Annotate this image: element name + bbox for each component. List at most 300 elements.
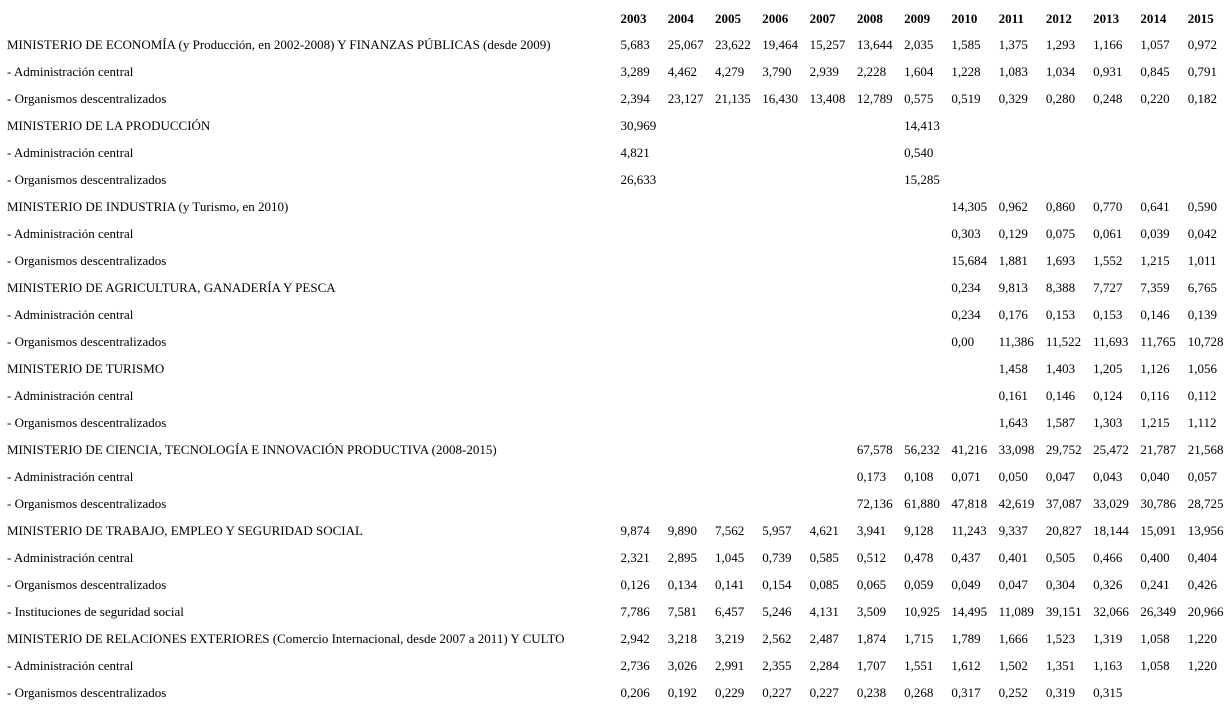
value-cell: 15,257 [809, 36, 846, 52]
value-cell [901, 193, 948, 220]
value-cell [807, 328, 854, 355]
value-cell [712, 463, 759, 490]
value-cell: 32,066 [1093, 603, 1129, 619]
value-cell: 2,895 [667, 549, 698, 565]
value-cell: 0,146 [1140, 306, 1170, 322]
value-cell: 0,154 [762, 576, 792, 592]
value-cell: 13,644 [856, 36, 893, 52]
table-row [4, 328, 1226, 355]
value-cell: 0,161 [998, 387, 1028, 403]
value-cell [759, 355, 806, 382]
year-header: 2004 [667, 10, 694, 26]
value-cell [618, 274, 665, 301]
value-cell: 0,039 [1140, 225, 1170, 241]
value-cell [1137, 139, 1184, 166]
table-row [4, 463, 1226, 490]
value-cell [759, 463, 806, 490]
value-cell: 11,693 [1093, 333, 1129, 349]
value-cell: 30,786 [1140, 495, 1177, 511]
value-cell: 1,228 [951, 63, 981, 79]
row-label: MINISTERIO DE RELACIONES EXTERIORES (Comercio Internacional, desde 2007 a 2011) Y CULTO [7, 630, 565, 646]
value-cell [618, 355, 665, 382]
value-cell: 3,941 [856, 522, 887, 538]
value-cell: 0,304 [1045, 576, 1076, 592]
value-cell: 30,969 [620, 117, 657, 133]
value-cell: 1,351 [1045, 657, 1076, 673]
value-cell: 0,206 [620, 684, 650, 700]
value-cell [854, 328, 901, 355]
row-label: MINISTERIO DE ECONOMÍA (y Producción, en 2002-2008) Y FINANZAS PÚBLICAS (desde 2009) [7, 36, 551, 52]
value-cell: 14,413 [904, 117, 940, 133]
value-cell: 0,061 [1093, 225, 1123, 241]
value-cell: 67,578 [856, 441, 893, 457]
value-cell [854, 355, 901, 382]
row-label: - Organismos descentralizados [7, 333, 167, 349]
value-cell [901, 274, 948, 301]
year-header: 2015 [1187, 10, 1214, 26]
value-cell: 0,575 [904, 90, 934, 106]
value-cell: 0,791 [1187, 63, 1217, 79]
value-cell: 1,034 [1045, 63, 1076, 79]
value-cell: 10,925 [904, 603, 940, 619]
value-cell: 0,182 [1187, 90, 1217, 106]
value-cell: 0,962 [998, 198, 1028, 214]
table-row [4, 247, 1226, 274]
table-row [4, 166, 1226, 193]
value-cell: 7,562 [715, 522, 745, 538]
value-cell: 0,512 [856, 549, 887, 565]
value-cell [712, 355, 759, 382]
year-header: 2012 [1045, 10, 1072, 26]
value-cell: 0,00 [951, 333, 975, 349]
value-cell [665, 490, 712, 517]
value-cell: 1,058 [1140, 657, 1170, 673]
value-cell [807, 139, 854, 166]
value-cell [618, 490, 665, 517]
value-cell [901, 247, 948, 274]
value-cell: 0,505 [1045, 549, 1076, 565]
value-cell: 33,098 [998, 441, 1035, 457]
value-cell: 1,220 [1187, 630, 1217, 646]
value-cell: 11,089 [998, 603, 1034, 619]
value-cell [996, 112, 1043, 139]
value-cell: 21,568 [1187, 441, 1224, 457]
row-label: - Organismos descentralizados [7, 576, 167, 592]
value-cell [1043, 112, 1090, 139]
value-cell: 3,219 [715, 630, 745, 646]
value-cell [1137, 112, 1184, 139]
value-cell [712, 112, 759, 139]
value-cell [807, 166, 854, 193]
value-cell: 0,227 [809, 684, 839, 700]
value-cell: 0,972 [1187, 36, 1217, 52]
value-cell: 28,725 [1187, 495, 1224, 511]
value-cell: 0,173 [856, 468, 887, 484]
value-cell [712, 193, 759, 220]
value-cell [665, 409, 712, 436]
table-row [4, 274, 1226, 301]
value-cell: 4,821 [620, 144, 650, 160]
value-cell: 25,067 [667, 36, 704, 52]
value-cell: 9,874 [620, 522, 650, 538]
row-label: - Organismos descentralizados [7, 495, 167, 511]
value-cell: 1,375 [998, 36, 1028, 52]
value-cell [854, 166, 901, 193]
value-cell: 0,126 [620, 576, 650, 592]
value-cell [665, 193, 712, 220]
value-cell: 1,045 [715, 549, 745, 565]
value-cell: 4,279 [715, 63, 745, 79]
value-cell: 0,116 [1140, 387, 1170, 403]
value-cell: 0,071 [951, 468, 981, 484]
value-cell: 16,430 [762, 90, 799, 106]
value-cell [901, 409, 948, 436]
value-cell: 1,551 [904, 657, 934, 673]
value-cell [1043, 139, 1090, 166]
value-cell: 1,056 [1187, 360, 1217, 376]
value-cell: 39,151 [1045, 603, 1082, 619]
value-cell: 1,523 [1045, 630, 1076, 646]
row-label: - Organismos descentralizados [7, 252, 167, 268]
value-cell [712, 382, 759, 409]
value-cell: 19,464 [762, 36, 799, 52]
value-cell [1137, 166, 1184, 193]
value-cell: 23,127 [667, 90, 704, 106]
value-cell: 3,509 [856, 603, 887, 619]
value-cell: 0,057 [1187, 468, 1217, 484]
value-cell: 0,303 [951, 225, 981, 241]
value-cell: 0,108 [904, 468, 934, 484]
value-cell: 0,437 [951, 549, 981, 565]
year-header: 2006 [762, 10, 789, 26]
value-cell [665, 220, 712, 247]
value-cell: 0,059 [904, 576, 934, 592]
value-cell [807, 193, 854, 220]
row-label: - Organismos descentralizados [7, 684, 167, 700]
value-cell [618, 463, 665, 490]
value-cell: 1,083 [998, 63, 1028, 79]
table-body [4, 31, 1226, 706]
value-cell [665, 463, 712, 490]
value-cell [665, 382, 712, 409]
value-cell: 0,248 [1093, 90, 1123, 106]
value-cell: 15,091 [1140, 522, 1177, 538]
value-cell [1185, 679, 1226, 706]
value-cell [901, 301, 948, 328]
value-cell: 11,386 [998, 333, 1034, 349]
value-cell: 0,466 [1093, 549, 1123, 565]
value-cell: 1,707 [856, 657, 887, 673]
value-cell [901, 382, 948, 409]
value-cell: 2,736 [620, 657, 650, 673]
row-label: - Administración central [7, 549, 134, 565]
value-cell [665, 328, 712, 355]
value-cell: 25,472 [1093, 441, 1129, 457]
year-header: 2007 [809, 10, 836, 26]
value-cell [618, 328, 665, 355]
year-header: 2014 [1140, 10, 1167, 26]
value-cell: 0,146 [1045, 387, 1076, 403]
row-label: - Administración central [7, 468, 134, 484]
value-cell [1185, 139, 1226, 166]
value-cell: 42,619 [998, 495, 1035, 511]
value-cell [996, 139, 1043, 166]
value-cell: 1,458 [998, 360, 1028, 376]
table-row [4, 301, 1226, 328]
value-cell [807, 490, 854, 517]
value-cell: 1,643 [998, 414, 1028, 430]
table-row [4, 517, 1226, 544]
value-cell: 0,739 [762, 549, 792, 565]
table-row [4, 220, 1226, 247]
value-cell: 1,011 [1187, 252, 1217, 268]
value-cell [854, 139, 901, 166]
value-cell: 5,683 [620, 36, 650, 52]
value-cell [901, 355, 948, 382]
value-cell: 1,403 [1045, 360, 1076, 376]
ministry-data-table [4, 6, 1226, 706]
table-row [4, 409, 1226, 436]
value-cell [712, 220, 759, 247]
value-cell: 0,124 [1093, 387, 1123, 403]
value-cell: 13,408 [809, 90, 846, 106]
value-cell [948, 139, 995, 166]
value-cell: 15,684 [951, 252, 988, 268]
value-cell [996, 166, 1043, 193]
value-cell [807, 301, 854, 328]
value-cell: 1,058 [1140, 630, 1170, 646]
value-cell [1185, 166, 1226, 193]
value-cell: 26,633 [620, 171, 657, 187]
value-cell [1090, 139, 1137, 166]
value-cell: 0,860 [1045, 198, 1076, 214]
value-cell: 1,552 [1093, 252, 1123, 268]
value-cell [712, 247, 759, 274]
table-row [4, 544, 1226, 571]
value-cell: 6,765 [1187, 279, 1217, 295]
value-cell: 3,026 [667, 657, 698, 673]
value-cell: 2,228 [856, 63, 887, 79]
table-row [4, 436, 1226, 463]
value-cell [712, 274, 759, 301]
value-cell: 0,047 [1045, 468, 1076, 484]
value-cell: 1,604 [904, 63, 934, 79]
value-cell: 14,305 [951, 198, 988, 214]
value-cell [618, 301, 665, 328]
row-label: - Administración central [7, 144, 134, 160]
value-cell: 7,581 [667, 603, 698, 619]
value-cell [901, 220, 948, 247]
value-cell: 3,790 [762, 63, 792, 79]
value-cell: 2,284 [809, 657, 839, 673]
value-cell [665, 301, 712, 328]
value-cell [759, 166, 806, 193]
value-cell [712, 328, 759, 355]
value-cell: 0,540 [904, 144, 934, 160]
value-cell: 7,727 [1093, 279, 1123, 295]
value-cell [665, 436, 712, 463]
value-cell: 1,715 [904, 630, 934, 646]
value-cell [1137, 679, 1184, 706]
value-cell [712, 139, 759, 166]
value-cell [854, 301, 901, 328]
value-cell: 56,232 [904, 441, 940, 457]
row-label: MINISTERIO DE CIENCIA, TECNOLOGÍA E INNOVACIÓN PRODUCTIVA (2008-2015) [7, 441, 497, 457]
value-cell: 7,786 [620, 603, 650, 619]
value-cell: 0,153 [1045, 306, 1076, 322]
value-cell [665, 355, 712, 382]
value-cell: 37,087 [1045, 495, 1082, 511]
row-label: - Administración central [7, 306, 134, 322]
value-cell [948, 166, 995, 193]
row-label: - Administración central [7, 657, 134, 673]
value-cell: 21,135 [715, 90, 751, 106]
value-cell: 1,881 [998, 252, 1028, 268]
year-header: 2005 [715, 10, 742, 26]
value-cell: 0,075 [1045, 225, 1076, 241]
value-cell [854, 274, 901, 301]
value-cell: 0,252 [998, 684, 1028, 700]
value-cell: 0,519 [951, 90, 981, 106]
value-cell: 0,047 [998, 576, 1028, 592]
table-row [4, 139, 1226, 166]
value-cell [948, 409, 995, 436]
value-cell: 0,404 [1187, 549, 1217, 565]
value-cell [854, 409, 901, 436]
value-cell [759, 220, 806, 247]
value-cell: 0,280 [1045, 90, 1076, 106]
value-cell: 0,134 [667, 576, 698, 592]
value-cell: 2,394 [620, 90, 650, 106]
value-cell: 0,040 [1140, 468, 1170, 484]
value-cell: 0,065 [856, 576, 887, 592]
value-cell: 0,229 [715, 684, 745, 700]
table-row [4, 490, 1226, 517]
value-cell [807, 463, 854, 490]
value-cell [854, 247, 901, 274]
year-header: 2013 [1093, 10, 1120, 26]
value-cell: 2,035 [904, 36, 934, 52]
value-cell: 6,457 [715, 603, 745, 619]
header-label-cell [4, 6, 618, 31]
value-cell: 0,641 [1140, 198, 1170, 214]
value-cell: 0,153 [1093, 306, 1123, 322]
value-cell [807, 355, 854, 382]
value-cell: 1,502 [998, 657, 1028, 673]
value-cell [807, 112, 854, 139]
value-cell [759, 436, 806, 463]
year-header: 2003 [620, 10, 647, 26]
value-cell: 1,587 [1045, 414, 1076, 430]
value-cell [948, 112, 995, 139]
value-cell [618, 193, 665, 220]
value-cell [1043, 166, 1090, 193]
value-cell: 1,166 [1093, 36, 1123, 52]
table-row [4, 571, 1226, 598]
value-cell: 0,590 [1187, 198, 1217, 214]
value-cell: 1,293 [1045, 36, 1076, 52]
value-cell [712, 436, 759, 463]
value-cell: 3,218 [667, 630, 698, 646]
value-cell: 0,043 [1093, 468, 1123, 484]
value-cell: 10,728 [1187, 333, 1224, 349]
value-cell: 15,285 [904, 171, 940, 187]
header-row [4, 6, 1226, 31]
year-header: 2009 [904, 10, 931, 26]
year-header: 2011 [998, 10, 1024, 26]
value-cell: 0,234 [951, 306, 981, 322]
value-cell: 11,522 [1045, 333, 1082, 349]
value-cell: 61,880 [904, 495, 940, 511]
value-cell [807, 436, 854, 463]
table-row [4, 58, 1226, 85]
value-cell: 1,303 [1093, 414, 1123, 430]
value-cell [759, 139, 806, 166]
value-cell: 1,220 [1187, 657, 1217, 673]
value-cell: 12,789 [856, 90, 893, 106]
value-cell: 2,942 [620, 630, 650, 646]
value-cell [948, 355, 995, 382]
value-cell [854, 193, 901, 220]
row-label: - Organismos descentralizados [7, 171, 167, 187]
value-cell: 33,029 [1093, 495, 1129, 511]
value-cell: 0,931 [1093, 63, 1123, 79]
value-cell: 0,176 [998, 306, 1028, 322]
table-row [4, 625, 1226, 652]
value-cell: 0,139 [1187, 306, 1217, 322]
value-cell: 2,355 [762, 657, 792, 673]
value-cell: 0,315 [1093, 684, 1123, 700]
value-cell: 1,112 [1187, 414, 1217, 430]
value-cell: 9,337 [998, 522, 1028, 538]
value-cell: 2,321 [620, 549, 650, 565]
value-cell: 2,487 [809, 630, 839, 646]
value-cell: 1,789 [951, 630, 981, 646]
value-cell: 8,388 [1045, 279, 1076, 295]
value-cell [901, 328, 948, 355]
table-header [4, 6, 1226, 31]
value-cell: 29,752 [1045, 441, 1082, 457]
value-cell: 47,818 [951, 495, 988, 511]
value-cell: 0,085 [809, 576, 839, 592]
value-cell [759, 301, 806, 328]
value-cell: 11,243 [951, 522, 987, 538]
table-row [4, 355, 1226, 382]
value-cell [618, 247, 665, 274]
row-label: - Instituciones de seguridad social [7, 603, 184, 619]
value-cell: 1,205 [1093, 360, 1123, 376]
value-cell: 0,192 [667, 684, 698, 700]
value-cell: 9,890 [667, 522, 698, 538]
value-cell: 0,241 [1140, 576, 1170, 592]
table-row [4, 598, 1226, 625]
value-cell [665, 274, 712, 301]
value-cell [712, 301, 759, 328]
value-cell: 20,827 [1045, 522, 1082, 538]
value-cell [759, 409, 806, 436]
value-cell [807, 220, 854, 247]
value-cell: 21,787 [1140, 441, 1177, 457]
row-label: MINISTERIO DE TURISMO [7, 360, 165, 376]
value-cell: 1,319 [1093, 630, 1123, 646]
value-cell: 0,112 [1187, 387, 1217, 403]
value-cell: 0,317 [951, 684, 981, 700]
value-cell: 0,238 [856, 684, 887, 700]
value-cell [759, 112, 806, 139]
value-cell: 0,478 [904, 549, 934, 565]
value-cell: 0,585 [809, 549, 839, 565]
value-cell: 14,495 [951, 603, 988, 619]
